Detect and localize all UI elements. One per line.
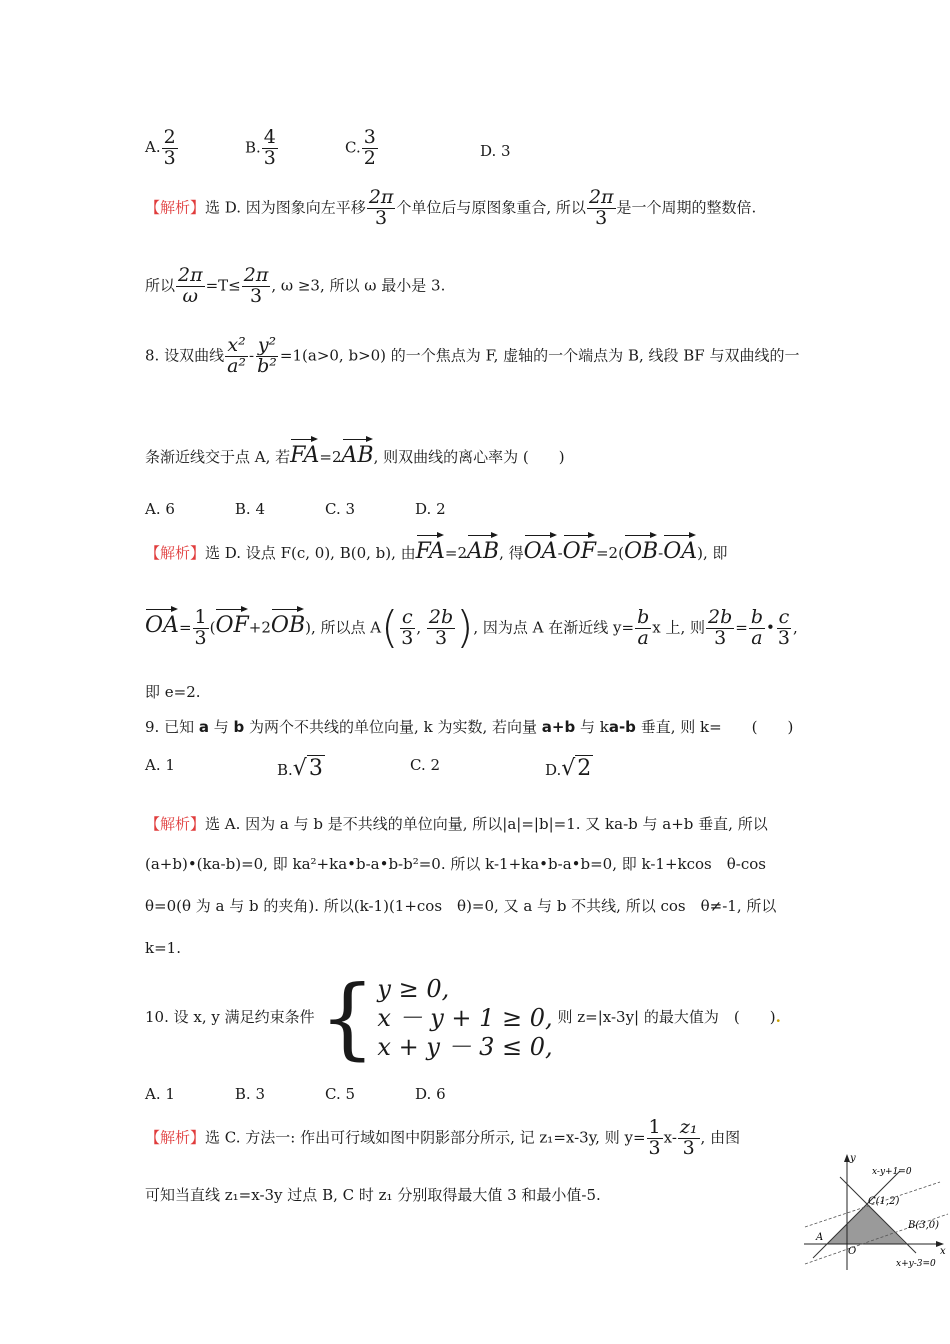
q7-solution-line1: 【解析】选 D. 因为图象向左平移 $\frac{2\pi}{3}$ 个单位后与原图象重合, 所以 $\frac{2\pi}{3}$ 是一个周期的整数倍. xyxy=(145,186,757,229)
q7-option-a: A. $\frac{2}{3}$ xyxy=(145,126,176,169)
shaded-region xyxy=(827,1204,906,1244)
q9-options: A. 1 B.√3 C. 2 D.√2 xyxy=(145,756,592,781)
q10-solution-line2: 可知当直线 z₁=x-3y 过点 B, C 时 z₁ 分别取得最大值 3 和最小值-5. xyxy=(145,1186,601,1204)
analysis-tag: 【解析】 xyxy=(145,544,206,562)
point-c-label: C(1,2) xyxy=(868,1196,900,1207)
q7-option-b: B. $\frac{4}{3}$ xyxy=(245,126,276,169)
q10-stem: 10. 设 x, y 满足约束条件 { y ≥ 0, x － y + 1 ≥ 0, x + y － 3 ≤ 0, 则 z=|x-3y| 的最大值为 ( ). xyxy=(145,966,781,1069)
line-x-y-1 xyxy=(813,1171,900,1258)
q8-stem-line2: 条渐近线交于点 A, 若FA=2AB, 则双曲线的离心率为 ( ) xyxy=(145,436,565,469)
x-label: x xyxy=(940,1246,946,1257)
analysis-tag: 【解析】 xyxy=(145,815,206,833)
analysis-tag: 【解析】 xyxy=(145,198,206,217)
constraint-system: { y ≥ 0, x － y + 1 ≥ 0, x + y － 3 ≤ 0, xyxy=(319,966,553,1069)
point-a-label: A xyxy=(816,1232,824,1243)
y-label: y xyxy=(850,1153,856,1164)
q8-solution-line3: 即 e=2. xyxy=(145,683,201,701)
q7-option-c: C. $\frac{3}{2}$ xyxy=(345,126,376,169)
line1-label: x-y+1=0 xyxy=(872,1167,912,1177)
q9-solution-line4: k=1. xyxy=(145,939,181,957)
q8-options: A. 6 B. 4 C. 3 D. 2 xyxy=(145,500,446,518)
q7-solution-line2: 所以 $\frac{2\pi}{\omega}$ =T≤ $\frac{2\pi}{3}$ , ω ≥3, 所以 ω 最小是 3. xyxy=(145,264,446,307)
feasible-region-diagram xyxy=(800,1152,950,1277)
q9-stem: 9. 已知 a 与 b 为两个不共线的单位向量, k 为实数, 若向量 a+b 与 ka-b 垂直, 则 k= ( ) xyxy=(145,718,794,736)
q10-options: A. 1 B. 3 C. 5 D. 6 xyxy=(145,1085,446,1103)
q9-solution-line3: θ=0(θ 为 a 与 b 的夹角). 所以(k-1)(1+cos θ)=0, 又 a 与 b 不共线, 所以 cos θ≠-1, 所以 xyxy=(145,897,777,915)
q10-solution-line1: 【解析】选 C. 方法一: 作出可行域如图中阴影部分所示, 记 z₁=x-3y, 则 y= $\frac{1}{3}$ x- $\frac{\text{z₁}}{3}$ , 由图 xyxy=(145,1116,741,1159)
q8-stem-line1: 8. 设双曲线 $\frac{\text{x²}}{\text{a²}}$ - $\frac{\text{y²}}{\text{b²}}$ =1(a>0, b>0) 的一个焦点为 F, 虚轴的一个端点为 B, 线段 BF 与双曲线的一 xyxy=(145,334,800,377)
analysis-tag: 【解析】 xyxy=(145,1128,206,1147)
origin-label: O xyxy=(848,1246,857,1257)
q7-option-d: D. 3 xyxy=(480,142,511,160)
point-b-label: B(3,0) xyxy=(908,1220,940,1231)
q7-options xyxy=(145,126,511,169)
q9-solution-line1: 【解析】选 A. 因为 a 与 b 是不共线的单位向量, 所以|a|=|b|=1. 又 ka-b 与 a+b 垂直, 所以 xyxy=(145,815,768,833)
q8-solution-line2: OA= $\frac{1}{3}$ (OF+2OB), 所以点 A( $\frac{c}{3}$ , $\frac{2b}{3}$ ), 因为点 A 在渐近线 y= $\frac{b}{a}$ x 上, 则 $\frac{2b}{3}$ = $\frac{b}{a}$ • $\frac{c}{3}$ , xyxy=(145,602,798,653)
q8-solution-line1: 【解析】选 D. 设点 F(c, 0), B(0, b), 由FA=2AB, 得OA-OF=2(OB-OA), 即 xyxy=(145,532,728,565)
line2-label: x+y-3=0 xyxy=(896,1259,936,1269)
q9-solution-line2: (a+b)•(ka-b)=0, 即 ka²+ka•b-a•b-b²=0. 所以 k-1+ka•b-a•b=0, 即 k-1+kcos θ-cos xyxy=(145,855,766,873)
